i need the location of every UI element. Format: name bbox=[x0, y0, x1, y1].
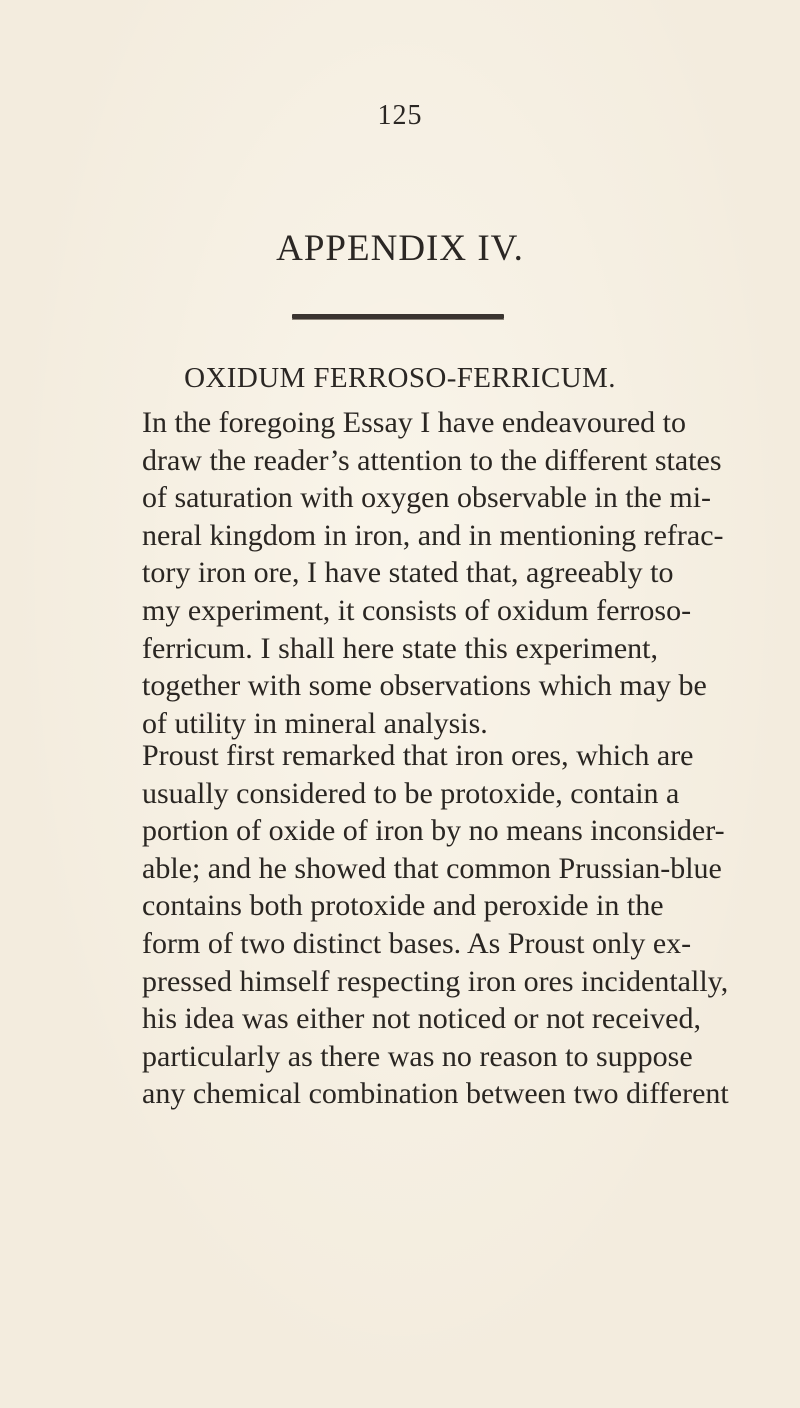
paragraph-line: Proust first remarked that iron ores, which are bbox=[142, 739, 694, 772]
decorative-rule bbox=[292, 314, 504, 319]
paragraph-line: of utility in mineral analysis. bbox=[142, 706, 488, 740]
paragraph-line: able; and he showed that common Prussian-blue bbox=[142, 851, 722, 885]
paragraph-line: draw the reader’s attention to the different states bbox=[142, 443, 722, 477]
paragraph-line: In the foregoing Essay I have endeavoured to bbox=[142, 406, 686, 439]
paragraph-line: neral kingdom in iron, and in mentioning refrac- bbox=[142, 518, 724, 552]
page-number: 125 bbox=[377, 100, 423, 131]
paragraph-line: form of two distinct bases. As Proust only ex- bbox=[142, 926, 692, 960]
paragraph-line: any chemical combination between two different bbox=[142, 1077, 729, 1111]
paragraph-line: his idea was either not noticed or not received, bbox=[142, 1002, 701, 1036]
paragraph-line: pressed himself respecting iron ores incidentally, bbox=[142, 964, 729, 998]
paragraph-line: tory iron ore, I have stated that, agreeably to bbox=[142, 556, 674, 590]
paragraph-2 bbox=[142, 737, 729, 1113]
paragraph-line: ferricum. I shall here state this experiment, bbox=[142, 631, 658, 665]
paragraph-line: my experiment, it consists of oxidum ferroso- bbox=[142, 593, 692, 627]
paragraph-line: together with some observations which may be bbox=[142, 669, 707, 703]
paragraph-line: of saturation with oxygen observable in the mi- bbox=[142, 481, 712, 515]
paragraph-line: contains both protoxide and peroxide in the bbox=[142, 889, 664, 923]
appendix-title: APPENDIX IV. bbox=[276, 228, 524, 269]
paragraph-line: portion of oxide of iron by no means inconsider- bbox=[142, 814, 725, 848]
paragraph-line: usually considered to be protoxide, contain a bbox=[142, 776, 680, 810]
paragraph-line: particularly as there was no reason to suppose bbox=[142, 1039, 693, 1073]
section-heading: OXIDUM FERROSO-FERRICUM. bbox=[184, 362, 616, 394]
paragraph-1 bbox=[142, 404, 724, 742]
